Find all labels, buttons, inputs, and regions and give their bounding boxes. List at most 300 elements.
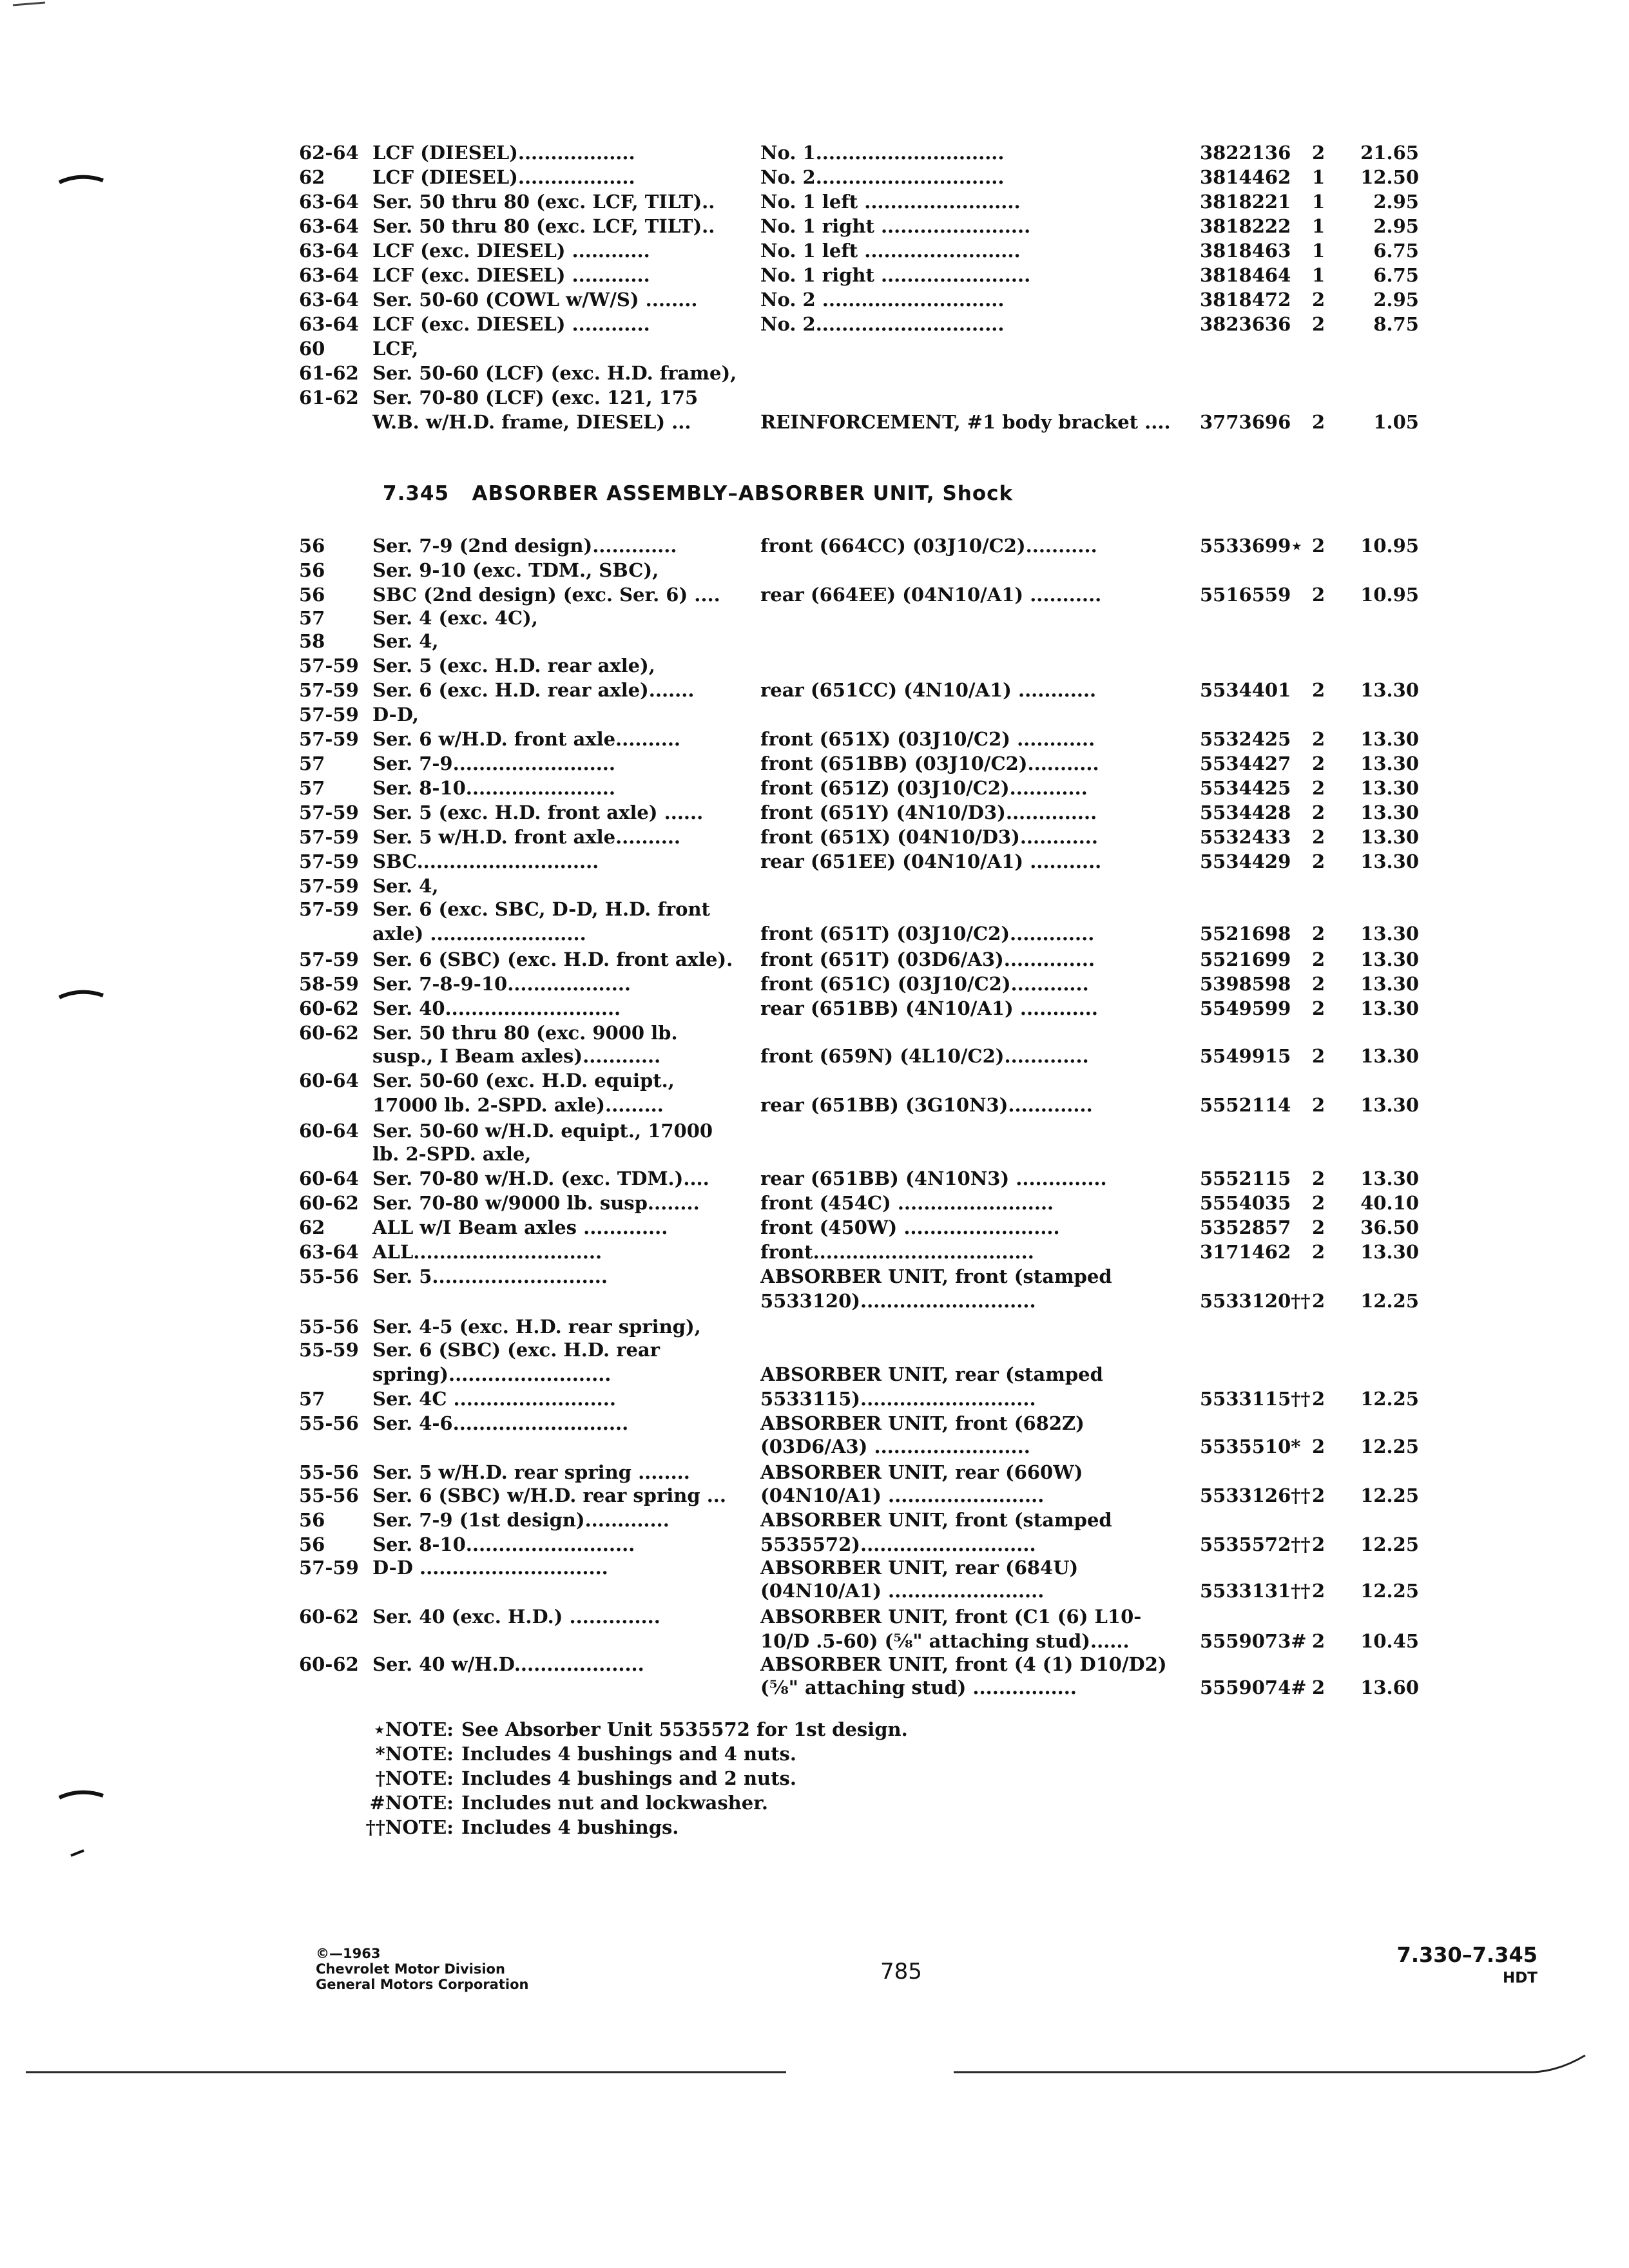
part-number-cell: 3818463 (1200, 240, 1291, 262)
application-cell: Ser. 6 (SBC) (exc. H.D. front axle). (372, 948, 733, 970)
description-cell: rear (651CC) (4N10/A1) ............ (760, 679, 1097, 701)
model-year-cell: 55-56 (299, 1316, 359, 1338)
parts-row (0, 1387, 1629, 1412)
price-cell: 8.75 (1373, 313, 1419, 335)
model-year-cell: 61-62 (299, 362, 359, 384)
model-year-cell: 60 (299, 338, 325, 360)
parts-row (0, 1166, 1629, 1192)
model-year-cell: 57-59 (299, 679, 359, 701)
note-mark: *NOTE: (375, 1743, 454, 1765)
price-cell: 12.25 (1360, 1533, 1419, 1555)
parts-row (0, 238, 1629, 264)
price-cell: 13.30 (1360, 777, 1419, 799)
model-year-cell: 62 (299, 166, 325, 188)
application-cell: Ser. 5........................... (372, 1265, 608, 1287)
application-cell: spring)......................... (372, 1363, 612, 1385)
parts-row (0, 1434, 1629, 1460)
application-cell: Ser. 6 (exc. H.D. rear axle)....... (372, 679, 695, 701)
price-cell: 13.30 (1360, 728, 1419, 750)
description-cell: No. 1 left ........................ (760, 191, 1021, 213)
application-cell: Ser. 50-60 w/H.D. equipt., 17000 (372, 1120, 713, 1142)
application-cell: LCF (DIESEL).................. (372, 166, 635, 188)
price-cell: 13.30 (1360, 850, 1419, 872)
model-year-cell: 57-59 (299, 850, 359, 872)
application-cell: Ser. 70-80 (LCF) (exc. 121, 175 (372, 387, 699, 408)
model-year-cell: 55-56 (299, 1461, 359, 1483)
description-cell: front (659N) (4L10/C2)............. (760, 1045, 1089, 1067)
application-cell: LCF (DIESEL).................. (372, 142, 635, 164)
part-number-cell: 3171462 (1200, 1241, 1291, 1263)
price-cell: 13.30 (1360, 1168, 1419, 1189)
price-cell: 12.25 (1360, 1388, 1419, 1410)
quantity-cell: 2 (1312, 973, 1325, 995)
description-cell: ABSORBER UNIT, front (4 (1) D10/D2) (760, 1653, 1167, 1675)
application-cell: Ser. 70-80 w/H.D. (exc. TDM.).... (372, 1168, 709, 1189)
application-cell: Ser. 6 (SBC) (exc. H.D. rear (372, 1339, 660, 1361)
note-mark: #NOTE: (369, 1792, 454, 1814)
parts-row (0, 263, 1629, 289)
application-cell: Ser. 4C ......................... (372, 1388, 616, 1410)
parts-row (0, 1289, 1629, 1314)
application-cell: Ser. 50 thru 80 (exc. 9000 lb. (372, 1022, 678, 1044)
note-line (357, 1717, 908, 1742)
quantity-cell: 2 (1312, 289, 1325, 311)
part-number-cell: 5533131†† (1200, 1580, 1311, 1602)
parts-row (0, 1240, 1629, 1265)
price-cell: 12.50 (1360, 166, 1419, 188)
quantity-cell: 2 (1312, 1216, 1325, 1238)
note-text: Includes 4 bushings. (461, 1816, 679, 1838)
price-cell: 13.30 (1360, 997, 1419, 1019)
description-cell: REINFORCEMENT, #1 body bracket .... (760, 411, 1171, 433)
quantity-cell: 2 (1312, 1045, 1325, 1067)
application-cell: Ser. 4-6........................... (372, 1412, 629, 1434)
quantity-cell: 1 (1312, 240, 1325, 262)
part-number-cell: 5521699 (1200, 948, 1291, 970)
application-cell: Ser. 5 (exc. H.D. front axle) ...... (372, 802, 704, 823)
application-cell: D-D, (372, 704, 419, 726)
quantity-cell: 2 (1312, 1533, 1325, 1555)
application-cell: Ser. 7-9 (1st design)............. (372, 1509, 670, 1531)
section-title: ABSORBER ASSEMBLY–ABSORBER UNIT, Shock (472, 482, 1014, 505)
model-year-cell: 57-59 (299, 875, 359, 897)
price-cell: 2.95 (1373, 215, 1419, 237)
description-cell: front (664CC) (03J10/C2)........... (760, 535, 1097, 557)
parts-row (0, 947, 1629, 973)
price-cell: 6.75 (1373, 240, 1419, 262)
page-number: 785 (880, 1959, 922, 1984)
application-cell: Ser. 5 (exc. H.D. rear axle), (372, 655, 655, 677)
parts-row (0, 1119, 1629, 1144)
part-number-cell: 3818221 (1200, 191, 1291, 213)
section-range: 7.330–7.345 (1396, 1943, 1537, 1967)
application-cell: Ser. 6 w/H.D. front axle.......... (372, 728, 681, 750)
quantity-cell: 2 (1312, 728, 1325, 750)
model-year-cell: 58 (299, 630, 325, 652)
description-cell: ABSORBER UNIT, rear (684U) (760, 1557, 1079, 1579)
price-cell: 21.65 (1360, 142, 1419, 164)
quantity-cell: 2 (1312, 1192, 1325, 1214)
model-year-cell: 56 (299, 584, 325, 606)
parts-row (0, 287, 1629, 313)
quantity-cell: 2 (1312, 948, 1325, 970)
application-cell: Ser. 70-80 w/9000 lb. susp........ (372, 1192, 700, 1214)
part-number-cell: 5533120†† (1200, 1290, 1311, 1312)
quantity-cell: 2 (1312, 1388, 1325, 1410)
price-cell: 40.10 (1360, 1192, 1419, 1214)
application-cell: Ser. 8-10....................... (372, 777, 615, 799)
model-year-cell: 60-62 (299, 1606, 359, 1628)
price-cell: 13.30 (1360, 753, 1419, 774)
quantity-cell: 2 (1312, 1630, 1325, 1652)
model-year-cell: 55-59 (299, 1339, 359, 1361)
description-cell: rear (651EE) (04N10/A1) ........... (760, 850, 1102, 872)
description-cell: No. 1 right ....................... (760, 215, 1031, 237)
description-cell: No. 2............................. (760, 313, 1005, 335)
model-year-cell: 63-64 (299, 289, 359, 311)
model-year-cell: 55-56 (299, 1265, 359, 1287)
application-cell: susp., I Beam axles)............ (372, 1045, 661, 1067)
note-text: See Absorber Unit 5535572 for 1st design. (461, 1718, 908, 1740)
parts-row (0, 1508, 1629, 1533)
price-cell: 13.30 (1360, 679, 1419, 701)
application-cell: Ser. 4, (372, 875, 439, 897)
model-year-cell: 56 (299, 535, 325, 557)
parts-row (0, 776, 1629, 802)
application-cell: Ser. 5 w/H.D. rear spring ........ (372, 1461, 690, 1483)
description-cell: front (454C) ........................ (760, 1192, 1054, 1214)
model-year-cell: 55-56 (299, 1412, 359, 1434)
parts-row (0, 1068, 1629, 1094)
application-cell: LCF (exc. DIESEL) ............ (372, 313, 650, 335)
part-number-cell: 5533126†† (1200, 1485, 1311, 1506)
part-number-cell: 5532425 (1200, 728, 1291, 750)
part-number-cell: 5559074# (1200, 1677, 1307, 1698)
parts-row (0, 972, 1629, 997)
description-cell: front (651Z) (03J10/C2)............ (760, 777, 1088, 799)
application-cell: W.B. w/H.D. frame, DIESEL) ... (372, 411, 691, 433)
price-cell: 10.95 (1360, 535, 1419, 557)
application-cell: LCF (exc. DIESEL) ............ (372, 264, 650, 286)
quantity-cell: 2 (1312, 1168, 1325, 1189)
model-year-cell: 60-62 (299, 1022, 359, 1044)
parts-row (0, 849, 1629, 875)
model-year-cell: 62 (299, 1216, 325, 1238)
parts-row (0, 1532, 1629, 1558)
description-cell: 10/D .5-60) (⅝" attaching stud)...... (760, 1630, 1130, 1652)
price-cell: 10.95 (1360, 584, 1419, 606)
application-cell: Ser. 5 w/H.D. front axle.......... (372, 826, 681, 848)
description-cell: rear (651BB) (4N10N3) .............. (760, 1168, 1107, 1189)
scan-speck (71, 1850, 84, 1856)
model-year-cell: 56 (299, 1533, 325, 1555)
section-range-block (1392, 1943, 1537, 1990)
parts-row (0, 727, 1629, 753)
parts-row (0, 629, 1629, 655)
price-cell: 13.30 (1360, 1241, 1419, 1263)
description-cell: (04N10/A1) ........................ (760, 1485, 1045, 1506)
application-cell: axle) ........................ (372, 923, 586, 945)
model-year-cell: 63-64 (299, 264, 359, 286)
description-cell: front (651X) (04N10/D3)............ (760, 826, 1098, 848)
scan-speck (13, 3, 45, 5)
model-year-cell: 57-59 (299, 655, 359, 677)
quantity-cell: 2 (1312, 1677, 1325, 1698)
description-cell: (04N10/A1) ........................ (760, 1580, 1045, 1602)
application-cell: LCF, (372, 338, 419, 360)
description-cell: front (651BB) (03J10/C2)........... (760, 753, 1099, 774)
quantity-cell: 2 (1312, 826, 1325, 848)
quantity-cell: 1 (1312, 166, 1325, 188)
part-number-cell: 5535572†† (1200, 1533, 1311, 1555)
model-year-cell: 60-62 (299, 1192, 359, 1214)
application-cell: Ser. 8-10.......................... (372, 1533, 635, 1555)
parts-row (0, 1338, 1629, 1363)
price-cell: 12.25 (1360, 1290, 1419, 1312)
note-text: Includes nut and lockwasher. (461, 1792, 768, 1814)
part-number-cell: 5534425 (1200, 777, 1291, 799)
model-year-cell: 56 (299, 1509, 325, 1531)
part-number-cell: 5533115†† (1200, 1388, 1311, 1410)
application-cell: D-D ............................. (372, 1557, 608, 1579)
model-year-cell: 57-59 (299, 704, 359, 726)
parts-row (0, 312, 1629, 338)
note-mark: ⋆NOTE: (373, 1718, 454, 1740)
parts-row (0, 606, 1629, 631)
parts-row (0, 897, 1629, 923)
parts-row (0, 189, 1629, 215)
parts-row (0, 336, 1629, 362)
quantity-cell: 2 (1312, 923, 1325, 945)
note-text: Includes 4 bushings and 4 nuts. (461, 1743, 796, 1765)
model-year-cell: 60-62 (299, 997, 359, 1019)
quantity-cell: 2 (1312, 753, 1325, 774)
application-cell: lb. 2-SPD. axle, (372, 1143, 532, 1165)
parts-row (0, 582, 1629, 608)
model-year-cell: 57-59 (299, 728, 359, 750)
section-number: 7.345 (383, 482, 450, 505)
description-cell: No. 1 left ........................ (760, 240, 1021, 262)
part-number-cell: 5549599 (1200, 997, 1291, 1019)
description-cell: front (651X) (03J10/C2) ............ (760, 728, 1095, 750)
binder-hole-mark (59, 1792, 103, 1798)
application-cell: Ser. 6 (exc. SBC, D-D, H.D. front (372, 898, 710, 920)
description-cell: front (651T) (03D6/A3).............. (760, 948, 1095, 970)
description-cell: ABSORBER UNIT, front (682Z) (760, 1412, 1084, 1434)
copyright-line: ©—1963 (316, 1946, 381, 1961)
description-cell: rear (651BB) (4N10/A1) ............ (760, 997, 1098, 1019)
model-year-cell: 57-59 (299, 898, 359, 920)
parts-row (0, 361, 1629, 387)
description-cell: ABSORBER UNIT, front (stamped (760, 1265, 1112, 1287)
parts-row (0, 825, 1629, 850)
part-number-cell: 5534429 (1200, 850, 1291, 872)
quantity-cell: 2 (1312, 1241, 1325, 1263)
part-number-cell: 5534428 (1200, 802, 1291, 823)
parts-row (0, 1652, 1629, 1678)
description-cell: front (651C) (03J10/C2)............ (760, 973, 1089, 995)
parts-row (0, 385, 1629, 411)
part-number-cell: 5534401 (1200, 679, 1291, 701)
price-cell: 13.30 (1360, 923, 1419, 945)
model-year-cell: 61-62 (299, 387, 359, 408)
description-cell: front (450W) ........................ (760, 1216, 1060, 1238)
part-number-cell: 5549915 (1200, 1045, 1291, 1067)
parts-row (0, 1021, 1629, 1046)
parts-row (0, 1264, 1629, 1290)
description-cell: ABSORBER UNIT, rear (stamped (760, 1363, 1103, 1385)
corporation-name: General Motors Corporation (316, 1977, 529, 1992)
parts-row (0, 1215, 1629, 1241)
model-year-cell: 63-64 (299, 313, 359, 335)
application-cell: Ser. 40 w/H.D.................... (372, 1653, 644, 1675)
quantity-cell: 2 (1312, 679, 1325, 701)
notes-block (357, 1717, 908, 1840)
note-mark: †NOTE: (375, 1767, 454, 1789)
note-text: Includes 4 bushings and 2 nuts. (461, 1767, 796, 1789)
application-cell: ALL w/I Beam axles ............. (372, 1216, 668, 1238)
section-code: HDT (1502, 1970, 1537, 1986)
part-number-cell: 3773696 (1200, 411, 1291, 433)
price-cell: 2.95 (1373, 289, 1419, 311)
description-cell: No. 2............................. (760, 166, 1005, 188)
model-year-cell: 60-64 (299, 1168, 359, 1189)
price-cell: 13.60 (1360, 1677, 1419, 1698)
price-cell: 36.50 (1360, 1216, 1419, 1238)
model-year-cell: 57-59 (299, 948, 359, 970)
quantity-cell: 1 (1312, 215, 1325, 237)
quantity-cell: 2 (1312, 802, 1325, 823)
quantity-cell: 2 (1312, 411, 1325, 433)
application-cell: Ser. 7-9 (2nd design)............. (372, 535, 677, 557)
parts-row (0, 874, 1629, 899)
quantity-cell: 2 (1312, 1290, 1325, 1312)
application-cell: SBC............................ (372, 850, 599, 872)
model-year-cell: 55-56 (299, 1485, 359, 1506)
parts-row (0, 140, 1629, 166)
model-year-cell: 60-64 (299, 1120, 359, 1142)
description-cell: (03D6/A3) ........................ (760, 1436, 1030, 1457)
application-cell: Ser. 6 (SBC) w/H.D. rear spring ... (372, 1485, 726, 1506)
part-number-cell: 3818222 (1200, 215, 1291, 237)
model-year-cell: 57 (299, 777, 325, 799)
quantity-cell: 1 (1312, 191, 1325, 213)
price-cell: 13.30 (1360, 1045, 1419, 1067)
parts-row (0, 1362, 1629, 1388)
price-cell: 13.30 (1360, 826, 1419, 848)
quantity-cell: 2 (1312, 850, 1325, 872)
parts-row (0, 533, 1629, 559)
part-number-cell: 5532433 (1200, 826, 1291, 848)
parts-row (0, 1483, 1629, 1509)
note-line (357, 1766, 908, 1791)
cut-line-curl (1534, 2055, 1585, 2072)
model-year-cell: 62-64 (299, 142, 359, 164)
description-cell: (⅝" attaching stud) ................ (760, 1677, 1077, 1698)
section-heading (383, 482, 1013, 505)
division-name: Chevrolet Motor Division (316, 1961, 505, 1977)
part-number-cell: 5559073# (1200, 1630, 1307, 1652)
model-year-cell: 57-59 (299, 802, 359, 823)
parts-row (0, 1604, 1629, 1630)
parts-row (0, 410, 1629, 436)
part-number-cell: 3822136 (1200, 142, 1291, 164)
parts-row (0, 751, 1629, 777)
part-number-cell: 3818472 (1200, 289, 1291, 311)
quantity-cell: 2 (1312, 313, 1325, 335)
application-cell: Ser. 4 (exc. 4C), (372, 607, 538, 629)
part-number-cell: 3823636 (1200, 313, 1291, 335)
parts-row (0, 1675, 1629, 1701)
application-cell: LCF (exc. DIESEL) ............ (372, 240, 650, 262)
parts-row (0, 996, 1629, 1022)
model-year-cell: 57-59 (299, 1557, 359, 1579)
model-year-cell: 57 (299, 1388, 325, 1410)
application-cell: Ser. 4, (372, 630, 439, 652)
application-cell: Ser. 40........................... (372, 997, 621, 1019)
description-cell: rear (664EE) (04N10/A1) ........... (760, 584, 1102, 606)
parts-row (0, 702, 1629, 728)
part-number-cell: 5552115 (1200, 1168, 1291, 1189)
description-cell: 5533120)........................... (760, 1290, 1036, 1312)
description-cell: front.................................. (760, 1241, 1034, 1263)
parts-row (0, 1093, 1629, 1119)
part-number-cell: 5534427 (1200, 753, 1291, 774)
model-year-cell: 63-64 (299, 1241, 359, 1263)
application-cell: Ser. 7-9......................... (372, 753, 615, 774)
copyright-block (316, 1946, 528, 1992)
quantity-cell: 2 (1312, 1094, 1325, 1116)
application-cell: ALL............................. (372, 1241, 602, 1263)
quantity-cell: 2 (1312, 584, 1325, 606)
quantity-cell: 1 (1312, 264, 1325, 286)
model-year-cell: 63-64 (299, 215, 359, 237)
part-number-cell: 5521698 (1200, 923, 1291, 945)
parts-row (0, 1191, 1629, 1216)
parts-row (0, 1555, 1629, 1581)
parts-row (0, 165, 1629, 191)
price-cell: 1.05 (1373, 411, 1419, 433)
application-cell: Ser. 50-60 (COWL w/W/S) ........ (372, 289, 698, 311)
model-year-cell: 57 (299, 607, 325, 629)
description-cell: front (651Y) (4N10/D3).............. (760, 802, 1097, 823)
parts-row (0, 921, 1629, 947)
parts-row (0, 1579, 1629, 1604)
price-cell: 13.30 (1360, 802, 1419, 823)
note-line (357, 1742, 908, 1766)
parts-row (0, 1044, 1629, 1070)
application-cell: Ser. 50-60 (LCF) (exc. H.D. frame), (372, 362, 737, 384)
quantity-cell: 2 (1312, 1485, 1325, 1506)
description-cell: No. 1 right ....................... (760, 264, 1031, 286)
parts-row (0, 1411, 1629, 1437)
model-year-cell: 63-64 (299, 191, 359, 213)
application-cell: 17000 lb. 2-SPD. axle)......... (372, 1094, 664, 1116)
part-number-cell: 5516559 (1200, 584, 1291, 606)
quantity-cell: 2 (1312, 142, 1325, 164)
application-cell: Ser. 9-10 (exc. TDM., SBC), (372, 559, 659, 581)
description-cell: ABSORBER UNIT, front (stamped (760, 1509, 1112, 1531)
quantity-cell: 2 (1312, 535, 1325, 557)
model-year-cell: 57 (299, 753, 325, 774)
model-year-cell: 57-59 (299, 826, 359, 848)
model-year-cell: 60-64 (299, 1070, 359, 1091)
quantity-cell: 2 (1312, 1580, 1325, 1602)
description-cell: ABSORBER UNIT, front (C1 (6) L10- (760, 1606, 1142, 1628)
price-cell: 13.30 (1360, 948, 1419, 970)
part-number-cell: 3818464 (1200, 264, 1291, 286)
description-cell: No. 2 ............................ (760, 289, 1005, 311)
